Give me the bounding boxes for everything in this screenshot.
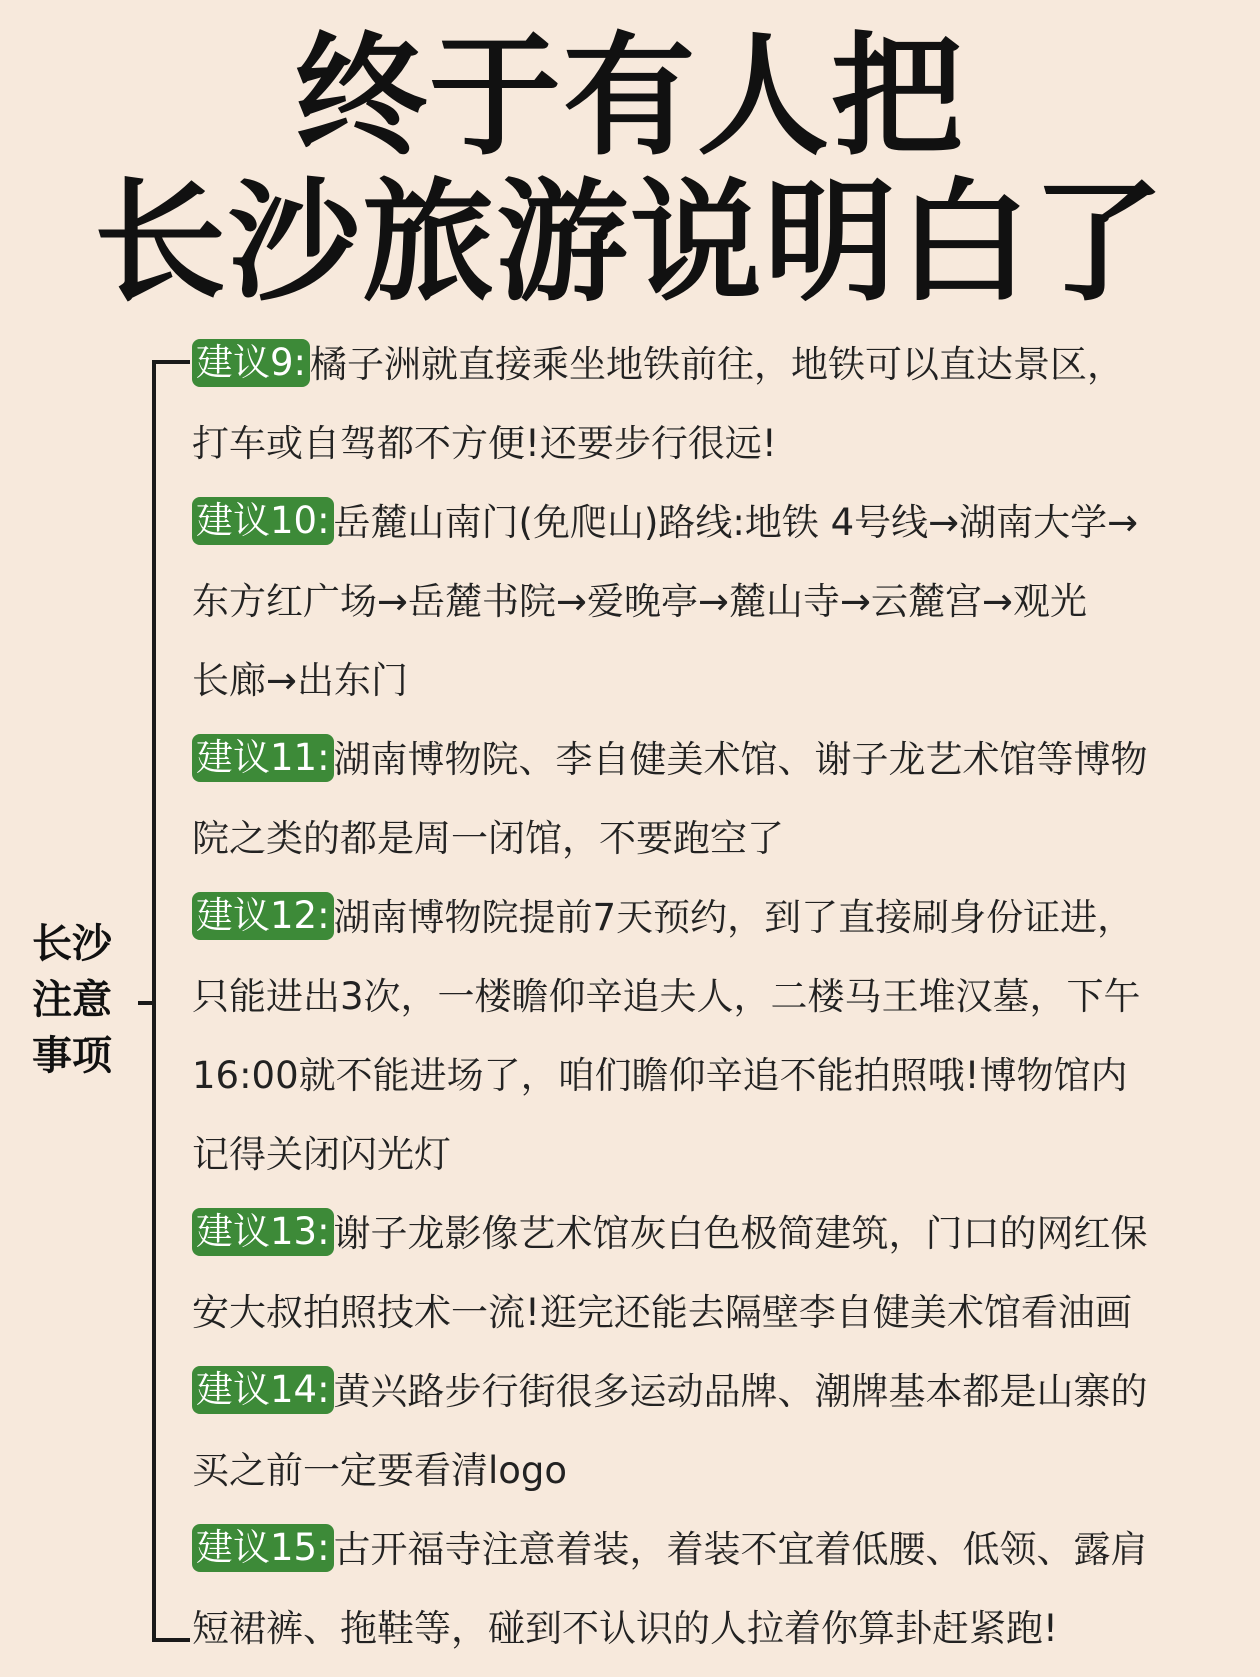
tip-line <box>192 1510 1252 1589</box>
tip-text: 记得关闭闪光灯 <box>192 1133 451 1176</box>
tip-tag: 建议11: <box>192 734 334 782</box>
tips-list <box>192 325 1252 1668</box>
tip-text: 古开福寺注意着装，着装不宜着低腰、低领、露肩 <box>333 1528 1148 1571</box>
side-label-line: 事项 <box>32 1033 112 1079</box>
tip-line <box>192 1036 1252 1115</box>
title-line-1: 终于有人把 <box>295 20 965 174</box>
tip-text: 短裙裤、拖鞋等，碰到不认识的人拉着你算卦赶紧跑! <box>192 1607 1058 1650</box>
side-label <box>32 916 132 1084</box>
tip-text: 湖南博物院、李自健美术馆、谢子龙艺术馆等博物 <box>333 738 1148 781</box>
tip-text: 岳麓山南门(免爬山)路线:地铁 4号线→湖南大学→ <box>333 501 1139 544</box>
tip-line <box>192 1589 1252 1668</box>
bracket-bottom-tick <box>152 1638 190 1642</box>
tip-text: 长廊→出东门 <box>192 659 409 702</box>
title-line-2: 长沙旅游说明白了 <box>94 166 1166 320</box>
tip-tag: 建议12: <box>192 892 334 940</box>
tip-text: 湖南博物院提前7天预约，到了直接刷身份证进， <box>333 896 1135 939</box>
tip-line <box>192 1431 1252 1510</box>
tip-line <box>192 1194 1252 1273</box>
tip-line <box>192 957 1252 1036</box>
tip-text: 谢子龙影像艺术馆灰白色极简建筑，门口的网红保 <box>333 1212 1148 1255</box>
tip-text: 打车或自驾都不方便!还要步行很远! <box>192 422 777 465</box>
tip-line <box>192 799 1252 878</box>
tip-line <box>192 483 1252 562</box>
tip-text: 安大叔拍照技术一流!逛完还能去隔壁李自健美术馆看油画 <box>192 1291 1132 1334</box>
tip-tag: 建议14: <box>192 1366 334 1414</box>
tip-text: 黄兴路步行街很多运动品牌、潮牌基本都是山寨的 <box>333 1370 1148 1413</box>
tip-text: 只能进出3次，一楼瞻仰辛追夫人，二楼马王堆汉墓，下午 <box>192 975 1141 1018</box>
tip-tag: 建议15: <box>192 1524 334 1572</box>
side-label-line: 长沙 <box>32 921 112 967</box>
tip-text: 买之前一定要看清logo <box>192 1449 568 1492</box>
tip-text: 橘子洲就直接乘坐地铁前往，地铁可以直达景区， <box>310 343 1125 386</box>
tip-line <box>192 720 1252 799</box>
tip-line <box>192 325 1252 404</box>
tip-text: 东方红广场→岳麓书院→爱晚亭→麓山寺→云麓宫→观光 <box>192 580 1088 623</box>
side-label-line: 注意 <box>32 977 112 1023</box>
tip-line <box>192 1352 1252 1431</box>
bracket-middle-tick <box>138 1001 154 1005</box>
tip-line <box>192 641 1252 720</box>
bracket-top-tick <box>152 360 190 364</box>
tip-line <box>192 562 1252 641</box>
tip-line <box>192 1273 1252 1352</box>
tip-tag: 建议9: <box>192 339 310 387</box>
tip-line <box>192 404 1252 483</box>
tip-text: 院之类的都是周一闭馆，不要跑空了 <box>192 817 784 860</box>
tip-line <box>192 878 1252 957</box>
tip-text: 16:00就不能进场了，咱们瞻仰辛追不能拍照哦!博物馆内 <box>192 1054 1128 1097</box>
tip-tag: 建议10: <box>192 497 334 545</box>
tip-tag: 建议13: <box>192 1208 334 1256</box>
tip-line <box>192 1115 1252 1194</box>
